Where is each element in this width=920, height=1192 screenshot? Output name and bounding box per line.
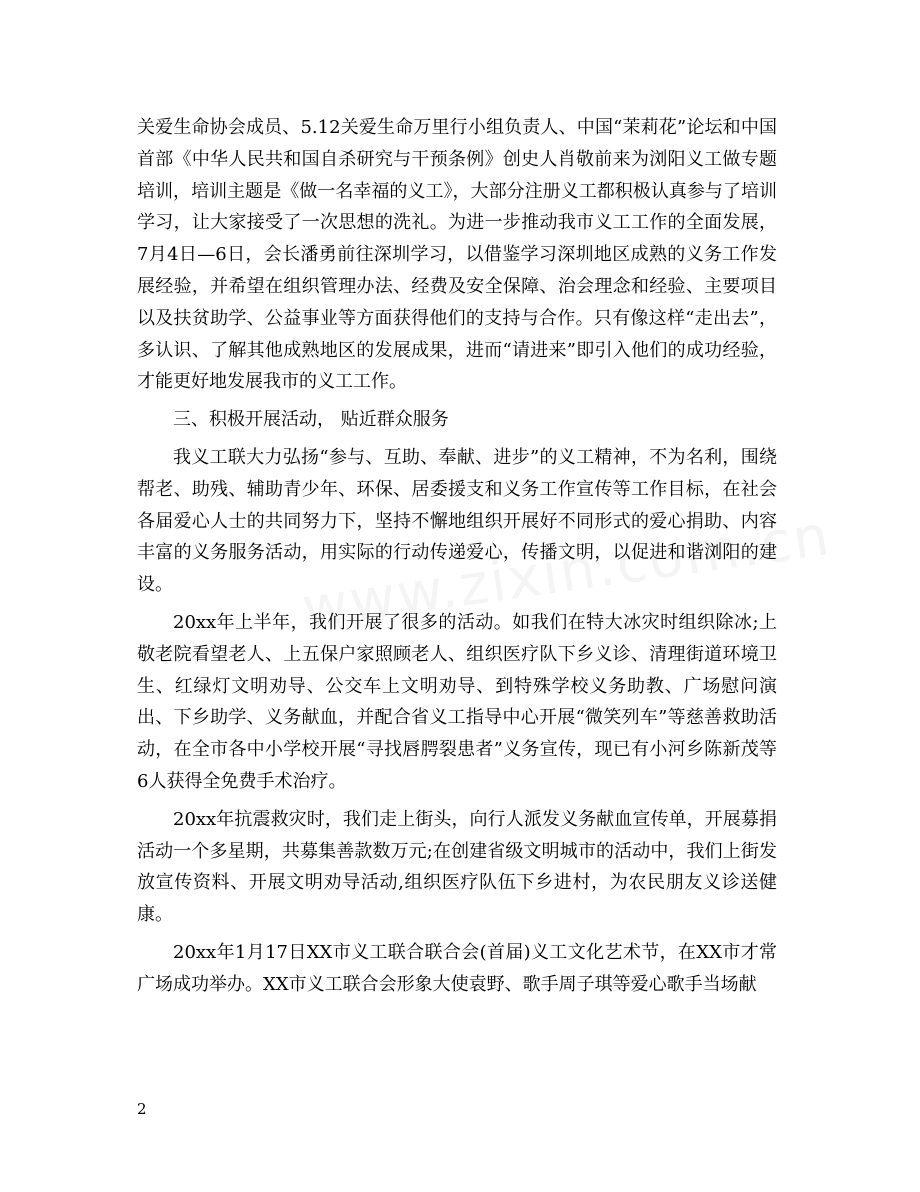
paragraph: 20xx年上半年，我们开展了很多的活动。如我们在特大冰灾时组织除冰;上敬老院看望老人、上五保户家照顾老人、组织医疗队下乡义诊、清理街道环境卫生、红绿灯文明劝导、公交车上文明劝导、到特殊学校义务助教、广场慰问演出、下乡助学、义务献血，并配合省义工指导中心开展“微笑列车”等慈善救助活动，在全市各中小学校开展“寻找唇腭裂患者”义务宣传，现已有小河乡陈新茂等6人获得全免费手术治疗。 xyxy=(137,611,777,792)
paragraph: 我义工联大力弘扬“参与、互助、奉献、进步”的义工精神，不为名利，围绕帮老、助残、辅助青少年、环保、居委援支和义务工作宣传等工作目标，在社会各届爱心人士的共同努力下，坚持不懈地组织开展好不同形式的爱心捐助、内容丰富的义务服务活动，用实际的行动传递爱心，传播文明，以促进和谐浏阳的建设。 xyxy=(137,446,777,596)
document-body xyxy=(137,112,777,1001)
paragraph: 20xx年1月17日XX市义工联合联合会(首届)义工文化艺术节，在XX市才常广场成功举办。XX市义工联合会形象大使袁野、歌手周子琪等爱心歌手当场献 xyxy=(137,941,777,995)
page-number: 2 xyxy=(137,1100,147,1118)
paragraph: 20xx年抗震救灾时，我们走上街头，向行人派发义务献血宣传单，开展募捐活动一个多星期，共募集善款数万元;在创建省级文明城市的活动中，我们上街发放宣传资料、开展文明劝导活动,组织医疗队伍下乡进村，为农民朋友义诊送健康。 xyxy=(137,808,777,926)
paragraph-continuation: 关爱生命协会成员、5.12关爱生命万里行小组负责人、中国“茉莉花”论坛和中国首部《中华人民共和国自杀研究与干预条例》创史人肖敬前来为浏阳义工做专题培训，培训主题是《做一名幸福的义工》，大部分注册义工都积极认真参与了培训学习，让大家接受了一次思想的洗礼。为进一步推动我市义工工作的全面发展，7月4日—6日，会长潘勇前往深圳学习，以借鉴学习深圳地区成熟的义务工作发展经验，并希望在组织管理办法、经费及安全保障、治会理念和经验、主要项目以及扶贫助学、公益事业等方面获得他们的支持与合作。只有像这样“走出去”，多认识、了解其他成熟地区的发展成果，进而“请进来”即引入他们的成功经验，才能更好地发展我市的义工工作。 xyxy=(137,117,777,393)
section-heading: 三、积极开展活动， 贴近群众服务 xyxy=(173,409,449,431)
